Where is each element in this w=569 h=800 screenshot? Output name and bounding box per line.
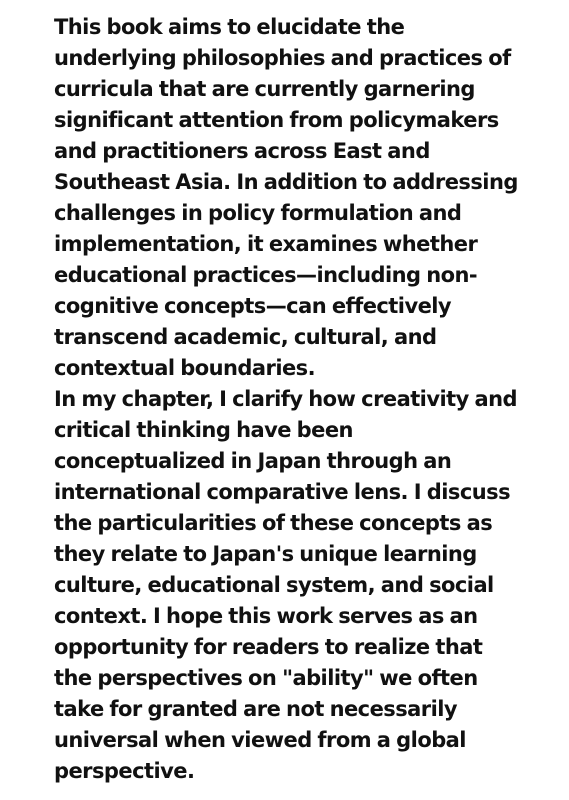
text-line: opportunity for readers to realize that (54, 635, 483, 659)
text-line: transcend academic, cultural, and (54, 325, 437, 349)
text-line: the perspectives on "ability" we often (54, 666, 478, 690)
text-line: take for granted are not necessarily (54, 697, 458, 721)
text-line: culture, educational system, and social (54, 573, 494, 597)
paragraph-book-overview (54, 12, 520, 384)
text-line: universal when viewed from a global (54, 728, 466, 752)
text-line: critical thinking have been (54, 418, 353, 442)
text-page (54, 12, 520, 787)
text-line: cognitive concepts—can effectively (54, 294, 452, 318)
text-line: international comparative lens. I discuss (54, 480, 511, 504)
text-line: In my chapter, I clarify how creativity and (54, 387, 518, 411)
text-line: This book aims to elucidate the (54, 15, 405, 39)
text-line: underlying philosophies and practices of (54, 46, 511, 70)
text-line: contextual boundaries. (54, 356, 316, 380)
text-line: context. I hope this work serves as an (54, 604, 478, 628)
text-line: educational practices—including non- (54, 263, 478, 287)
text-line: perspective. (54, 759, 195, 783)
text-line: they relate to Japan's unique learning (54, 542, 477, 566)
text-line: the particularities of these concepts as (54, 511, 493, 535)
paragraph-chapter-summary (54, 384, 520, 787)
text-line: challenges in policy formulation and (54, 201, 462, 225)
text-line: curricula that are currently garnering (54, 77, 475, 101)
text-line: Southeast Asia. In addition to addressing (54, 170, 518, 194)
text-line: conceptualized in Japan through an (54, 449, 452, 473)
text-line: implementation, it examines whether (54, 232, 478, 256)
text-line: and practitioners across East and (54, 139, 430, 163)
text-line: significant attention from policymakers (54, 108, 499, 132)
